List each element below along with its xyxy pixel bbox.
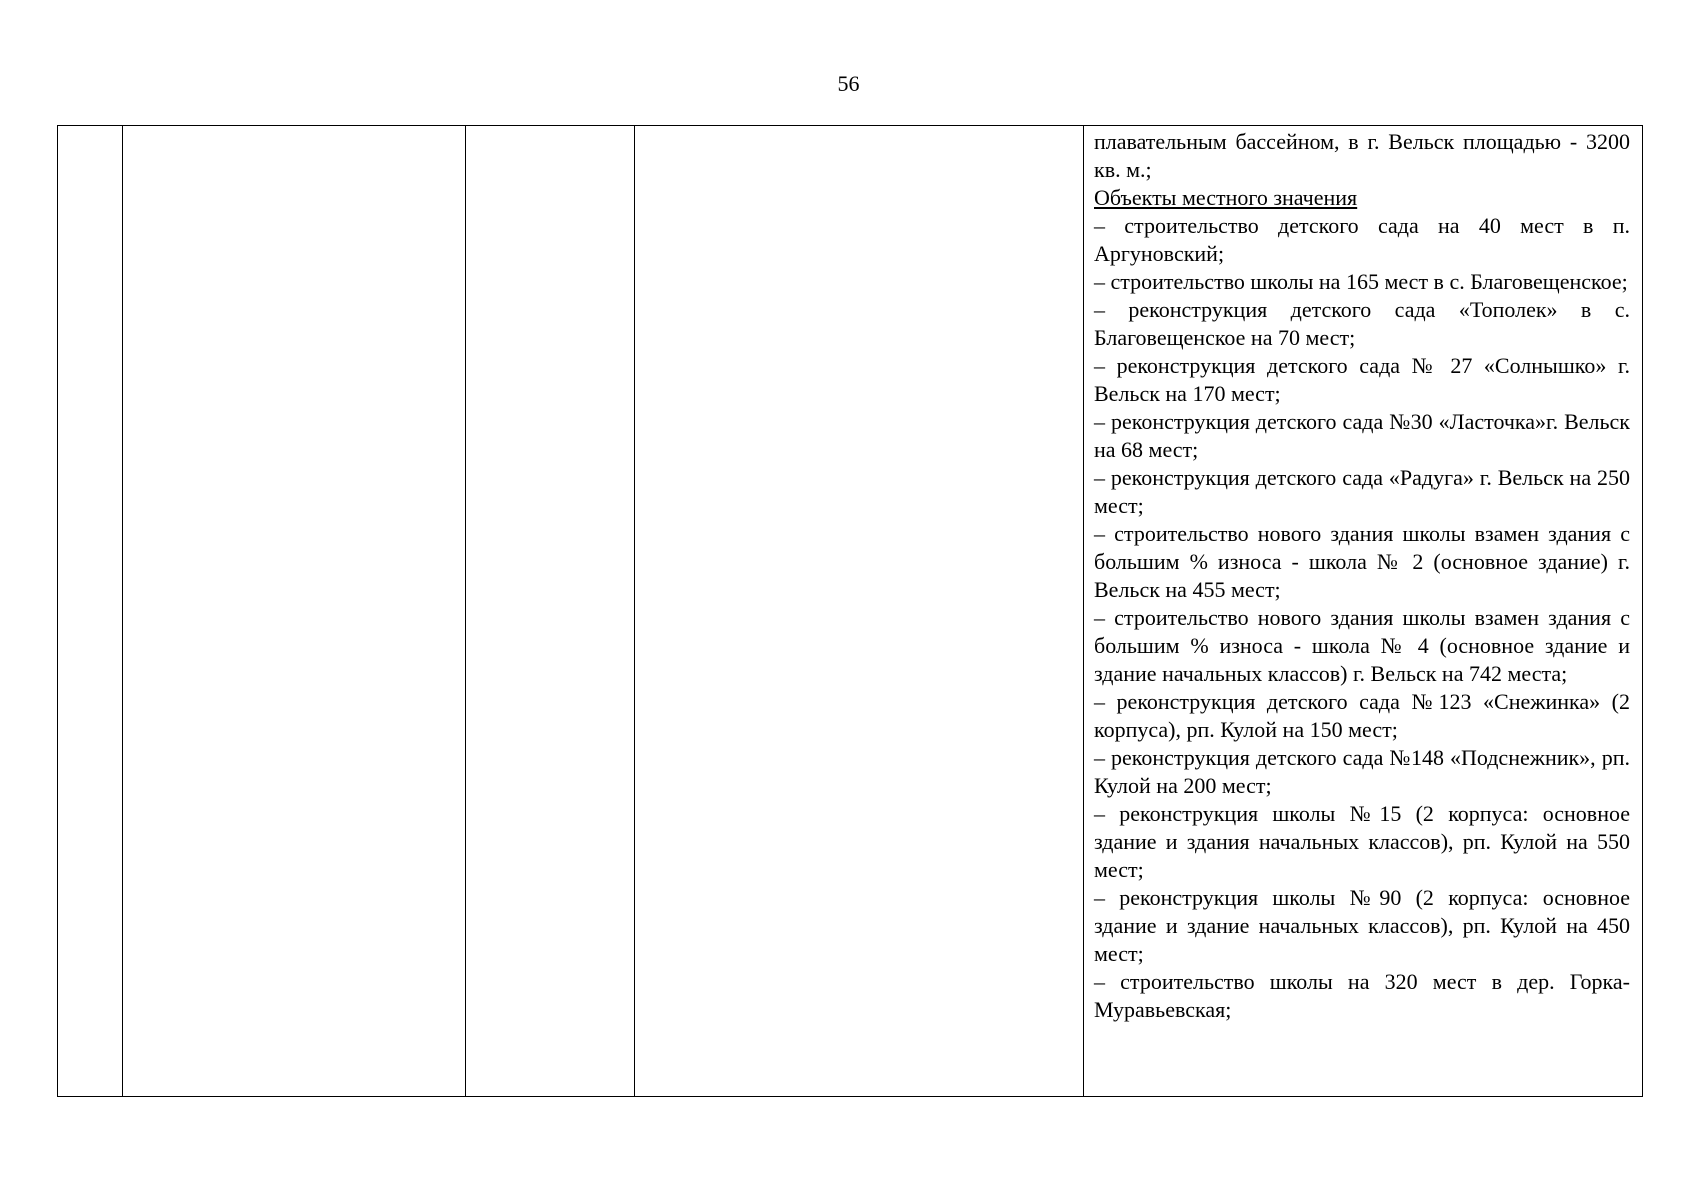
table-cell-number — [58, 126, 123, 1097]
list-item: – строительство нового здания школы взамен здания с большим % износа - школа № 2 (основное здание) г. Вельск на 455 мест; — [1094, 521, 1630, 602]
list-item: – строительство нового здания школы взамен здания с большим % износа - школа № 4 (основное здание и здание начальных классов) г. Вельск на 742 места; — [1094, 605, 1630, 686]
page-number: 56 — [837, 71, 860, 96]
table-cell-objects — [1084, 126, 1643, 1097]
list-item: – строительство школы на 320 мест в дер. Горка-Муравьевская; — [1094, 969, 1630, 1022]
paragraph: плавательным бассейном, в г. Вельск площадью - 3200 кв. м.; — [1094, 129, 1630, 182]
list-item: – реконструкция школы №90 (2 корпуса: основное здание и здание начальных классов), рп. Кулой на 450 мест; — [1094, 885, 1630, 966]
list-item: – реконструкция детского сада №123 «Снежинка» (2 корпуса), рп. Кулой на 150 мест; — [1094, 689, 1630, 742]
table-cell-name — [123, 126, 466, 1097]
list-item: – реконструкция детского сада №148 «Подснежник», рп. Кулой на 200 мест; — [1094, 745, 1630, 798]
table-row — [58, 126, 1643, 1097]
list-item: – реконструкция детского сада «Радуга» г. Вельск на 250 мест; — [1094, 465, 1630, 518]
list-item: – строительство детского сада на 40 мест в п. Аргуновский; — [1094, 213, 1630, 266]
table-cell-4 — [635, 126, 1084, 1097]
list-item: – реконструкция детского сада «Тополек» в с. Благовещенское на 70 мест; — [1094, 297, 1630, 350]
table-cell-3 — [466, 126, 635, 1097]
document-table — [57, 125, 1643, 1097]
section-heading: Объекты местного значения — [1094, 185, 1358, 210]
list-item: – строительство школы на 165 мест в с. Благовещенское; — [1094, 269, 1628, 294]
list-item: – реконструкция школы №15 (2 корпуса: основное здание и здания начальных классов), рп. Кулой на 550 мест; — [1094, 801, 1630, 882]
list-item: – реконструкция детского сада № 27 «Солнышко» г. Вельск на 170 мест; — [1094, 353, 1630, 406]
list-item: – реконструкция детского сада №30 «Ласточка»г. Вельск на 68 мест; — [1094, 409, 1630, 462]
